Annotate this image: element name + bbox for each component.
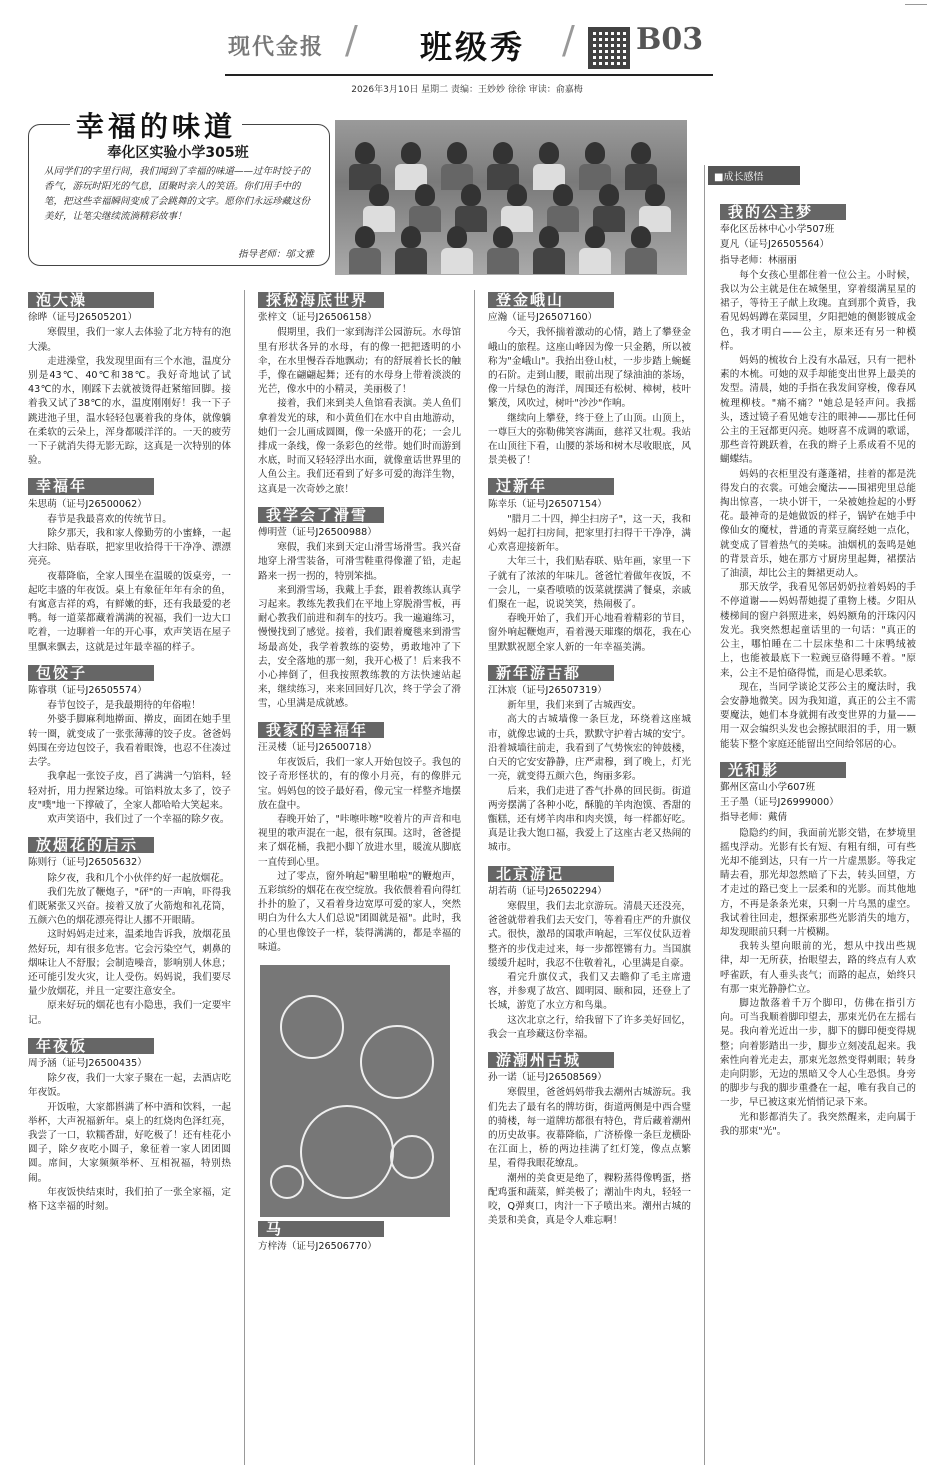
page-number: B03 xyxy=(636,22,704,57)
student-figure xyxy=(493,226,513,248)
article-paragraph: 妈妈的梳妆台上没有水晶冠，只有一把朴素的木梳。可她的双手却能变出世界上最美的发型。清晨，她的手指在我发间穿梭，像春风梳理柳枝。"痛不痛？"她总是轻声问。我摇头，透过镜子看见她专注的眼神——那比任何公主的王冠都更闪亮。她呀喜不成调的歌谣，那些音符跳跃着，在我的辫子上系成看不见的蝴蝶结。 xyxy=(720,355,916,466)
article-title: 年夜饭 xyxy=(28,1038,154,1054)
article-paragraph: 我们先放了鞭炮子，"砰"的一声响，吓得我们既紧张又兴奋。接着又放了火箭炮和礼花筒，五颜六色的烟花漂亮得让人挪不开眼睛。 xyxy=(28,886,231,927)
student-figure xyxy=(579,248,611,274)
article xyxy=(258,507,461,712)
article-paragraph: 春节是我最喜欢的传统节日。 xyxy=(47,513,172,525)
article-paragraph: 后来，我们走进了香气扑鼻的回民街。街道两旁摆满了各种小吃，酥脆的羊肉泡馍、香甜的甑糕，还有烤羊肉串和肉夹馍，每一样都好吃。真是让我大饱口福，我爱上了这座古老又热闹的城市。 xyxy=(488,785,691,854)
article-paragraph: 除夕夜，我和几个小伙伴约好一起放烟花。 xyxy=(47,872,230,884)
article-title: 泡大澡 xyxy=(28,292,154,308)
article-paragraph: 寒假里，我们去北京游玩。清晨天还没亮，爸爸就带着我们去天安门，等着看庄严的升旗仪式。很快，激昂的国歌声响起，三军仪仗队迈着整齐的步伐走过来，每一步都铿锵有力。当国旗缓缓升起时，我忍不住敬着礼，心里满是自豪。 xyxy=(488,900,691,969)
dateline: 2026年3月10日 星期二 责编：王妙妙 徐徐 审读：俞嘉梅 xyxy=(351,85,583,95)
article xyxy=(28,292,231,468)
article xyxy=(28,478,231,654)
banner-school: 奉化区实验小学305班 xyxy=(107,145,249,161)
article xyxy=(720,762,916,1139)
article-paragraph: 夜幕降临，全家人围坐在温暖的饭桌旁，一起吃丰盛的年夜饭。桌上有象征年年有余的鱼，有寓意吉祥的鸡，有鲜嫩的虾，还有我最爱的老鸭。每一道菜都藏着满满的祝福，我们一边大口吃着，一边聊着一年的开心事，欢声笑语在屋子里飘来飘去，这就是过年最幸福的样子。 xyxy=(28,570,231,653)
article-paragraph: 欢声笑语中，我们过了一个幸福的除夕夜。 xyxy=(47,813,230,825)
corner-mark xyxy=(905,4,927,15)
article xyxy=(720,204,916,752)
article-author: 孙一诺（证号J26508569） xyxy=(488,1072,607,1084)
article-title: 登金峨山 xyxy=(488,292,614,308)
section-name: 班级秀 xyxy=(420,28,526,66)
student-figure xyxy=(447,226,467,248)
student-figure xyxy=(533,248,565,274)
article-paragraph: 接着，我们来到美人鱼馆看表演。美人鱼们拿着发光的球，和小黄鱼们在水中自由地游动，她们一会儿画成圆圈，像一朵盛开的花；一会儿排成一条线，像一条彩色的丝带。她们时而游到水底，时而又轻轻浮出水面，就像童话世界里的人鱼公主。我们还看到了好多可爱的海洋生物，这真是一次奇妙之旅！ xyxy=(258,398,461,495)
article-title: 新年游古都 xyxy=(488,665,614,681)
article-author: 陈睿琪（证号J26505574） xyxy=(28,685,147,697)
student-figure xyxy=(631,142,651,164)
student-figure xyxy=(447,142,467,164)
article-title: 游潮州古城 xyxy=(488,1052,614,1068)
student-figure xyxy=(415,184,435,206)
article-paragraph: 外婆手脚麻利地擀面、擀皮，面团在她手里转一圈，就变成了一张张薄薄的饺子皮。爸爸妈妈围在旁边包饺子，我看着眼馋，也忍不住凑过去学。 xyxy=(28,714,231,769)
article xyxy=(488,292,691,468)
article xyxy=(28,837,231,1028)
illustration-swirl xyxy=(280,995,344,1059)
article-author: 朱思萌（证号J26500062） xyxy=(28,498,147,510)
student-figure xyxy=(599,184,619,206)
column4-header: ■成长感悟 xyxy=(708,166,800,185)
article-school: 鄞州区富山小学607班 xyxy=(720,781,816,793)
article xyxy=(28,1038,231,1214)
article-paragraph: 来到滑雪场，我戴上手套，跟着教练认真学习起来。教练先教我们在平地上穿脱滑雪板，再耐心教我们前进和刹车的技巧。我一遍遍练习，慢慢找到了感觉。接着，我们跟着魔毯来到滑雪场最高处，我学着教练的姿势，勇敢地冲了下去，安全落地的那一刻，我开心极了！后来我不小心摔倒了，但我按照教练教的方法快速站起来，继续练习，来来回回好几次，终于学会了滑雪，心里满是成就感。 xyxy=(258,584,461,710)
student-figure xyxy=(441,248,473,274)
divider-slash: / xyxy=(562,18,575,62)
article-title: 我的公主梦 xyxy=(720,204,846,220)
student-figure xyxy=(349,248,381,274)
article xyxy=(488,1052,691,1228)
banner-title: 幸福的味道 xyxy=(70,105,242,145)
column-rule xyxy=(704,165,705,1465)
column-rule xyxy=(244,290,245,1465)
illustration-swirl xyxy=(300,1105,394,1199)
column-4 xyxy=(720,204,916,1149)
article-author: 周予涵（证号J26500435） xyxy=(28,1057,147,1069)
student-figure xyxy=(355,226,375,248)
article-title: 幸福年 xyxy=(28,478,154,494)
article-paragraph: 隐隐约约间，我面前光影交错，在梦境里摇曳浮动。光影有长有短、有粗有细，可有些光却不能到达，只有一片一片虚黑影。等我定睛去看，那光却忽然暗了下去，转头回望，方才走过的路已变上一层柔和的光影。而其他地方，不再是条条光束，只剩一片乌黑的虚空。我试着往回走，想探索那些光影消失的地方，却发现眼前只剩一片模糊。 xyxy=(720,827,916,938)
paper-name: 现代金报 xyxy=(228,35,325,60)
article-paragraph: 春晚开始了，"咔嚓咔嚓"咬着片的声音和电视里的歌声混在一起，很有氛围。这时，爸爸提来了烟花桶，我把小脚丫放进水里，暖流从脚底一直传到心里。 xyxy=(258,813,461,868)
article-paragraph: 潮州的美食更是绝了，粿粉蒸得像鸭蛋，搭配鸡蛋和蔬菜，鲜美极了；潮汕牛肉丸，轻轻一咬，Q弹爽口，肉汁一下子喷出来。潮州古城的美景和美食，真是令人难忘啊！ xyxy=(488,1172,691,1227)
article-author: 应瀚（证号J26507160） xyxy=(488,312,598,324)
article-title: 我学会了滑雪 xyxy=(258,507,384,523)
article-paragraph: 光和影都消失了。我突然醒来，走向属于我的那束"光"。 xyxy=(720,1111,916,1137)
banner-intro: 从同学们的字里行间，我们闻到了幸福的味道——过年时饺子的香气，游玩时阳光的气息，团聚时亲人的笑语。你们用手中的笔，把这些幸福瞬间变成了会跳舞的文字。愿你们永远珍藏这份美好，让笔尖继续流淌精彩故事！ xyxy=(44,166,311,222)
article xyxy=(258,292,461,497)
article-author: 徐晔（证号J26505201） xyxy=(28,312,138,324)
article-author: 方梓涛（证号J26506770） xyxy=(258,1241,377,1253)
article-title: 过新年 xyxy=(488,478,614,494)
student-figure xyxy=(401,142,421,164)
student-figure xyxy=(539,142,559,164)
article-author: 傅明萱（证号J26500988） xyxy=(258,527,377,539)
article-author: 江沐宸（证号J26507319） xyxy=(488,685,607,697)
article-paragraph: 这次北京之行，给我留下了许多美好回忆，我会一直珍藏这份幸福。 xyxy=(488,1014,691,1040)
article-paragraph: 这时妈妈走过来，温柔地告诉我，放烟花虽然好玩，却有很多危害。它会污染空气，刺鼻的烟味让人不舒服；会制造噪音，影响别人休息；还可能引发火灾，让人受伤。妈妈说，我们要尽量少放烟花，并且一定要注意安全。 xyxy=(28,929,231,998)
article-paragraph: 新年里，我们来到了古城西安。 xyxy=(507,700,642,712)
column4-header-wrap xyxy=(708,166,800,195)
student-figure xyxy=(553,184,573,206)
article xyxy=(488,478,691,654)
student-figure xyxy=(539,226,559,248)
student-figure xyxy=(401,226,421,248)
student-figure xyxy=(493,142,513,164)
qr-code-icon xyxy=(588,27,630,69)
article-school: 奉化区岳林中心小学507班 xyxy=(720,224,835,236)
article-paragraph: 过了零点，窗外响起"噼里啪啦"的鞭炮声，五彩缤纷的烟花在夜空绽放。我依偎着看向得红扑扑的脸了，又看着身边宽厚可爱的家人，突然明白为什么大人们总说"团圆就是福"。此时，我的心里也像饺子一样，装得满满的，都是幸福的味道。 xyxy=(258,870,461,953)
article-title: 光和影 xyxy=(720,762,846,778)
article-author: 胡若萌（证号J26502294） xyxy=(488,885,607,897)
article xyxy=(258,722,461,955)
student-figure xyxy=(645,184,665,206)
article-author: 陈幸乐（证号J26507154） xyxy=(488,498,607,510)
column-1 xyxy=(28,292,231,1224)
article-title: 马 xyxy=(258,1221,384,1237)
student-figure xyxy=(585,226,605,248)
illustration-swirl xyxy=(360,1025,434,1099)
article-author: 王子墨（证号J26999000） xyxy=(720,797,839,809)
article-author: 夏凡（证号J26505564） xyxy=(720,239,830,251)
divider-slash: / xyxy=(345,18,358,62)
student-figure xyxy=(487,248,519,274)
article-paragraph: 寒假里，我们一家人去体验了北方特有的泡大澡。 xyxy=(28,327,231,353)
article-paragraph: 春晚开始了，我们开心地看着精彩的节目，窗外响起鞭炮声，看着漫天璀璨的烟花，我在心里默默祝愿全家人新的一年幸福美满。 xyxy=(488,613,691,653)
student-figure xyxy=(461,184,481,206)
article-paragraph: 每个女孩心里都住着一位公主。小时候，我以为公主就是住在城堡里，穿着缀满星星的裙子，等待王子献上玫瑰。直到那个黄昏，我看见妈妈蹲在菜园里，夕阳把她的侧影镀成金色，我才明白——公主，原来还有另一种模样。 xyxy=(720,269,916,352)
article-paragraph: 年夜饭后，我们一家人开始包饺子。我包的饺子奇形怪状的，有的像小月亮，有的像胖元宝。妈妈包的饺子最好看，像元宝一样整齐地摆放在盘中。 xyxy=(258,757,461,811)
article-paragraph: 寒假里，爸爸妈妈带我去潮州古城游玩。我们先去了最有名的牌坊街，街道两侧是中西合璧的骑楼，每一道牌坊都很有特色，背后藏着潮州的历史故事。夜幕降临，广济桥像一条巨龙横卧在江面上，桥的两边挂满了红灯笼，像点点繁星，看得我眼花缭乱。 xyxy=(488,1087,691,1170)
article-teacher: 指导老师：林丽丽 xyxy=(720,254,797,266)
article-paragraph: "腊月二十四，掸尘扫房子"，这一天，我和妈妈一起打扫房间，把家里打扫得干干净净，满心欢喜迎接新年。 xyxy=(488,513,691,554)
article-paragraph: 假期里，我们一家到海洋公园游玩。水母馆里有形状各异的水母，有的像一把把透明的小伞，在水里慢吞吞地飘动；有的舒展着长长的触手，像在翩翩起舞；还有的水母身上带着淡淡的光芒，像水中的小精灵，美丽极了！ xyxy=(258,327,461,396)
article-paragraph: 大年三十，我们贴春联、贴年画，家里一下子就有了浓浓的年味儿。爸爸忙着做年夜饭，不一会儿，一桌香喷喷的饭菜就摆满了餐桌，亲戚们聚在一起，说说笑笑，热闹极了。 xyxy=(488,556,691,611)
article-author: 陈则行（证号J26505632） xyxy=(28,857,147,869)
article xyxy=(488,665,691,856)
article-paragraph: 春节包饺子，是我最期待的年俗啦！ xyxy=(47,700,201,712)
article-title: 我家的幸福年 xyxy=(258,722,384,738)
article-paragraph: 继续向上攀登，终于登上了山顶。山顶上，一尊巨大的弥勒佛笑容满面，慈祥又壮观。我站在山顶往下看，山腰的茶场和树木尽收眼底，风景美极了！ xyxy=(488,412,691,467)
student-figure xyxy=(625,248,657,274)
article-author: 张梓文（证号J26506158） xyxy=(258,312,377,324)
article-title: 包饺子 xyxy=(28,665,154,681)
column-2 xyxy=(258,292,461,1255)
article-paragraph: 除夕那天，我和家人像勤劳的小蜜蜂，一起大扫除、贴春联，把家里收拾得干干净净、漂漂亮亮。 xyxy=(28,528,231,568)
banner-teacher: 指导老师：邬文雅 xyxy=(237,249,314,260)
article-title: 探秘海底世界 xyxy=(258,292,384,308)
article-paragraph: 开饭啦，大家都斟满了杯中酒和饮料，一起举杯，大声祝福新年。桌上的红烧肉色泽红亮，我尝了一口，软糯香甜，好吃极了！还有桂花小圆子，除夕夜吃小圆子，象征着一家人团团圆圆。席间，大家频频举杯、互相祝福，特别热闹。 xyxy=(28,1101,231,1184)
column-3 xyxy=(488,292,691,1238)
article-paragraph: 走进澡堂，我发现里面有三个水池，温度分别是43℃、40℃和38℃。我好奇地试了试43℃的水，刚踩下去就被烫得赶紧缩回脚。接着我又试了38℃的水，温度刚刚好！我一下子跳进池子里，温水轻轻包裹着我的身体，就像躺在柔软的云朵上，浑身都暖洋洋的。一天的疲劳一下子就消失得无影无踪，这真是一次特别的体验。 xyxy=(28,355,231,467)
article xyxy=(488,866,691,1042)
article-paragraph: 寒假，我们来到天定山滑雪场滑雪。我兴奋地穿上滑雪装备，可滑雪鞋重得像灌了铅，走起路来一拐一拐的，特别笨拙。 xyxy=(258,542,461,582)
column-rule xyxy=(474,290,475,1465)
class-photo xyxy=(335,120,687,275)
masthead-rule xyxy=(225,74,713,76)
student-figure xyxy=(585,142,605,164)
article-paragraph: 原来好玩的烟花也有小隐患，我们一定要牢记。 xyxy=(28,1000,231,1026)
student-figure xyxy=(395,248,427,274)
horse-illustration xyxy=(260,965,450,1217)
article-paragraph: 看完升旗仪式，我们又去瞻仰了毛主席遗容，并参观了故宫、圆明园、颐和园，还登上了长城，游览了水立方和鸟巢。 xyxy=(488,971,691,1012)
student-figure xyxy=(355,142,375,164)
article-author: 汪灵楼（证号J26500718） xyxy=(258,741,377,753)
article-paragraph: 高大的古城墙像一条巨龙，环绕着这座城市，就像忠诚的士兵，默默守护着古城的安宁。沿着城墙往前走，我看到了气势恢宏的钟鼓楼，白天的它安安静静，庄严肃穆，到了晚上，灯光一亮，就变得五颜六色，绚丽多彩。 xyxy=(488,714,691,783)
article-paragraph: 今天，我怀揣着激动的心情，踏上了攀登金峨山的旅程。这座山峰因为像一只金鹅，所以被称为"金峨山"。我抬出登山杖，一步步踏上蜿蜒的石阶。走到山腰，眼前出现了绿油油的茶场，像一片绿色的海洋，周围还有松树、樟树，枝叶繁茂，风吹过，树叶"沙沙"作响。 xyxy=(488,327,691,410)
article-paragraph: 妈妈的衣柜里没有蓬蓬裙，挂着的都是洗得发白的衣裳。可她会魔法——围裙兜里总能掏出惊喜，一块小饼干，一朵被她捡起的小野花。最神奇的是她做饭的样子，锅铲在她手中像仙女的魔杖，普通的青菜豆腐经她一点化，就变成了冒着热气的美味。油烟机的轰鸣是她的背景音乐，她在那方寸厨房里起舞，裙摆沾了油渍，却比公主的舞裙更动人。 xyxy=(720,468,916,580)
article-paragraph: 现在，当同学谈论艾莎公主的魔法时，我会安静地微笑。因为我知道，真正的公主不需要魔法，她们本身就拥有改变世界的力量——用一双会编织头发也会擦拭眼泪的手，用一颗能装下整个家庭还能留出空间给邻居的心。 xyxy=(720,681,916,750)
article-teacher: 指导老师：戴倩 xyxy=(720,812,788,824)
article-paragraph: 脚边散落着千万个脚印，仿佛在指引方向。可当我顺着脚印望去，那束光仍在左摇右晃。我向着光近出一步，脚下的脚印便变得规整；向着影踏出一步，脚步立刻凌乱起来。我索性向着光走去，那束光忽然变得刺眼；转身走向阴影，无边的黑暗又令人心生恐惧。身旁的脚步与我的脚步重叠在一起，唯有我自己的一步，早已被这束光悄悄记录下来。 xyxy=(720,997,916,1109)
article-paragraph: 那天放学，我看见邻居奶奶拉着妈妈的手不停道谢——妈妈帮她提了重物上楼。夕阳从楼梯间的窗户斜照进来，妈妈额角的汗珠闪闪发光。我突然想起童话里的一句话："真正的公主，哪怕睡在二十层床垫和二十床鸭绒被上，也能被最底下一粒豌豆硌得睡不着。"原来，公主不是怕硌得慌，而是心思柔软。 xyxy=(720,582,916,679)
article-paragraph: 我转头望向眼前的光，想从中找出些规律，却一无所获，抬眼望去，路的终点有人欢呼雀跃，有人垂头丧气；而路的起点，始终只有那一束光静静伫立。 xyxy=(720,941,916,995)
illustration-swirl xyxy=(270,1165,304,1199)
article-paragraph: 我拿起一张饺子皮，舀了满满一勺馅料，轻轻对折，用力捏紧边缘。可馅料放太多了，饺子皮"噗"地一下撑破了，全家人都哈哈大笑起来。 xyxy=(28,771,231,811)
student-figure xyxy=(369,184,389,206)
article xyxy=(28,665,231,827)
article-paragraph: 年夜饭快结束时，我们拍了一张全家福，定格下这幸福的时刻。 xyxy=(28,1186,231,1212)
article-title: 放烟花的启示 xyxy=(28,837,154,853)
article-paragraph: 除夕夜，我们一大家子聚在一起，去酒店吃年夜饭。 xyxy=(28,1073,231,1099)
article-title: 北京游记 xyxy=(488,866,614,882)
student-figure xyxy=(507,184,527,206)
illustration-swirl xyxy=(390,1135,434,1179)
student-figure xyxy=(631,226,651,248)
